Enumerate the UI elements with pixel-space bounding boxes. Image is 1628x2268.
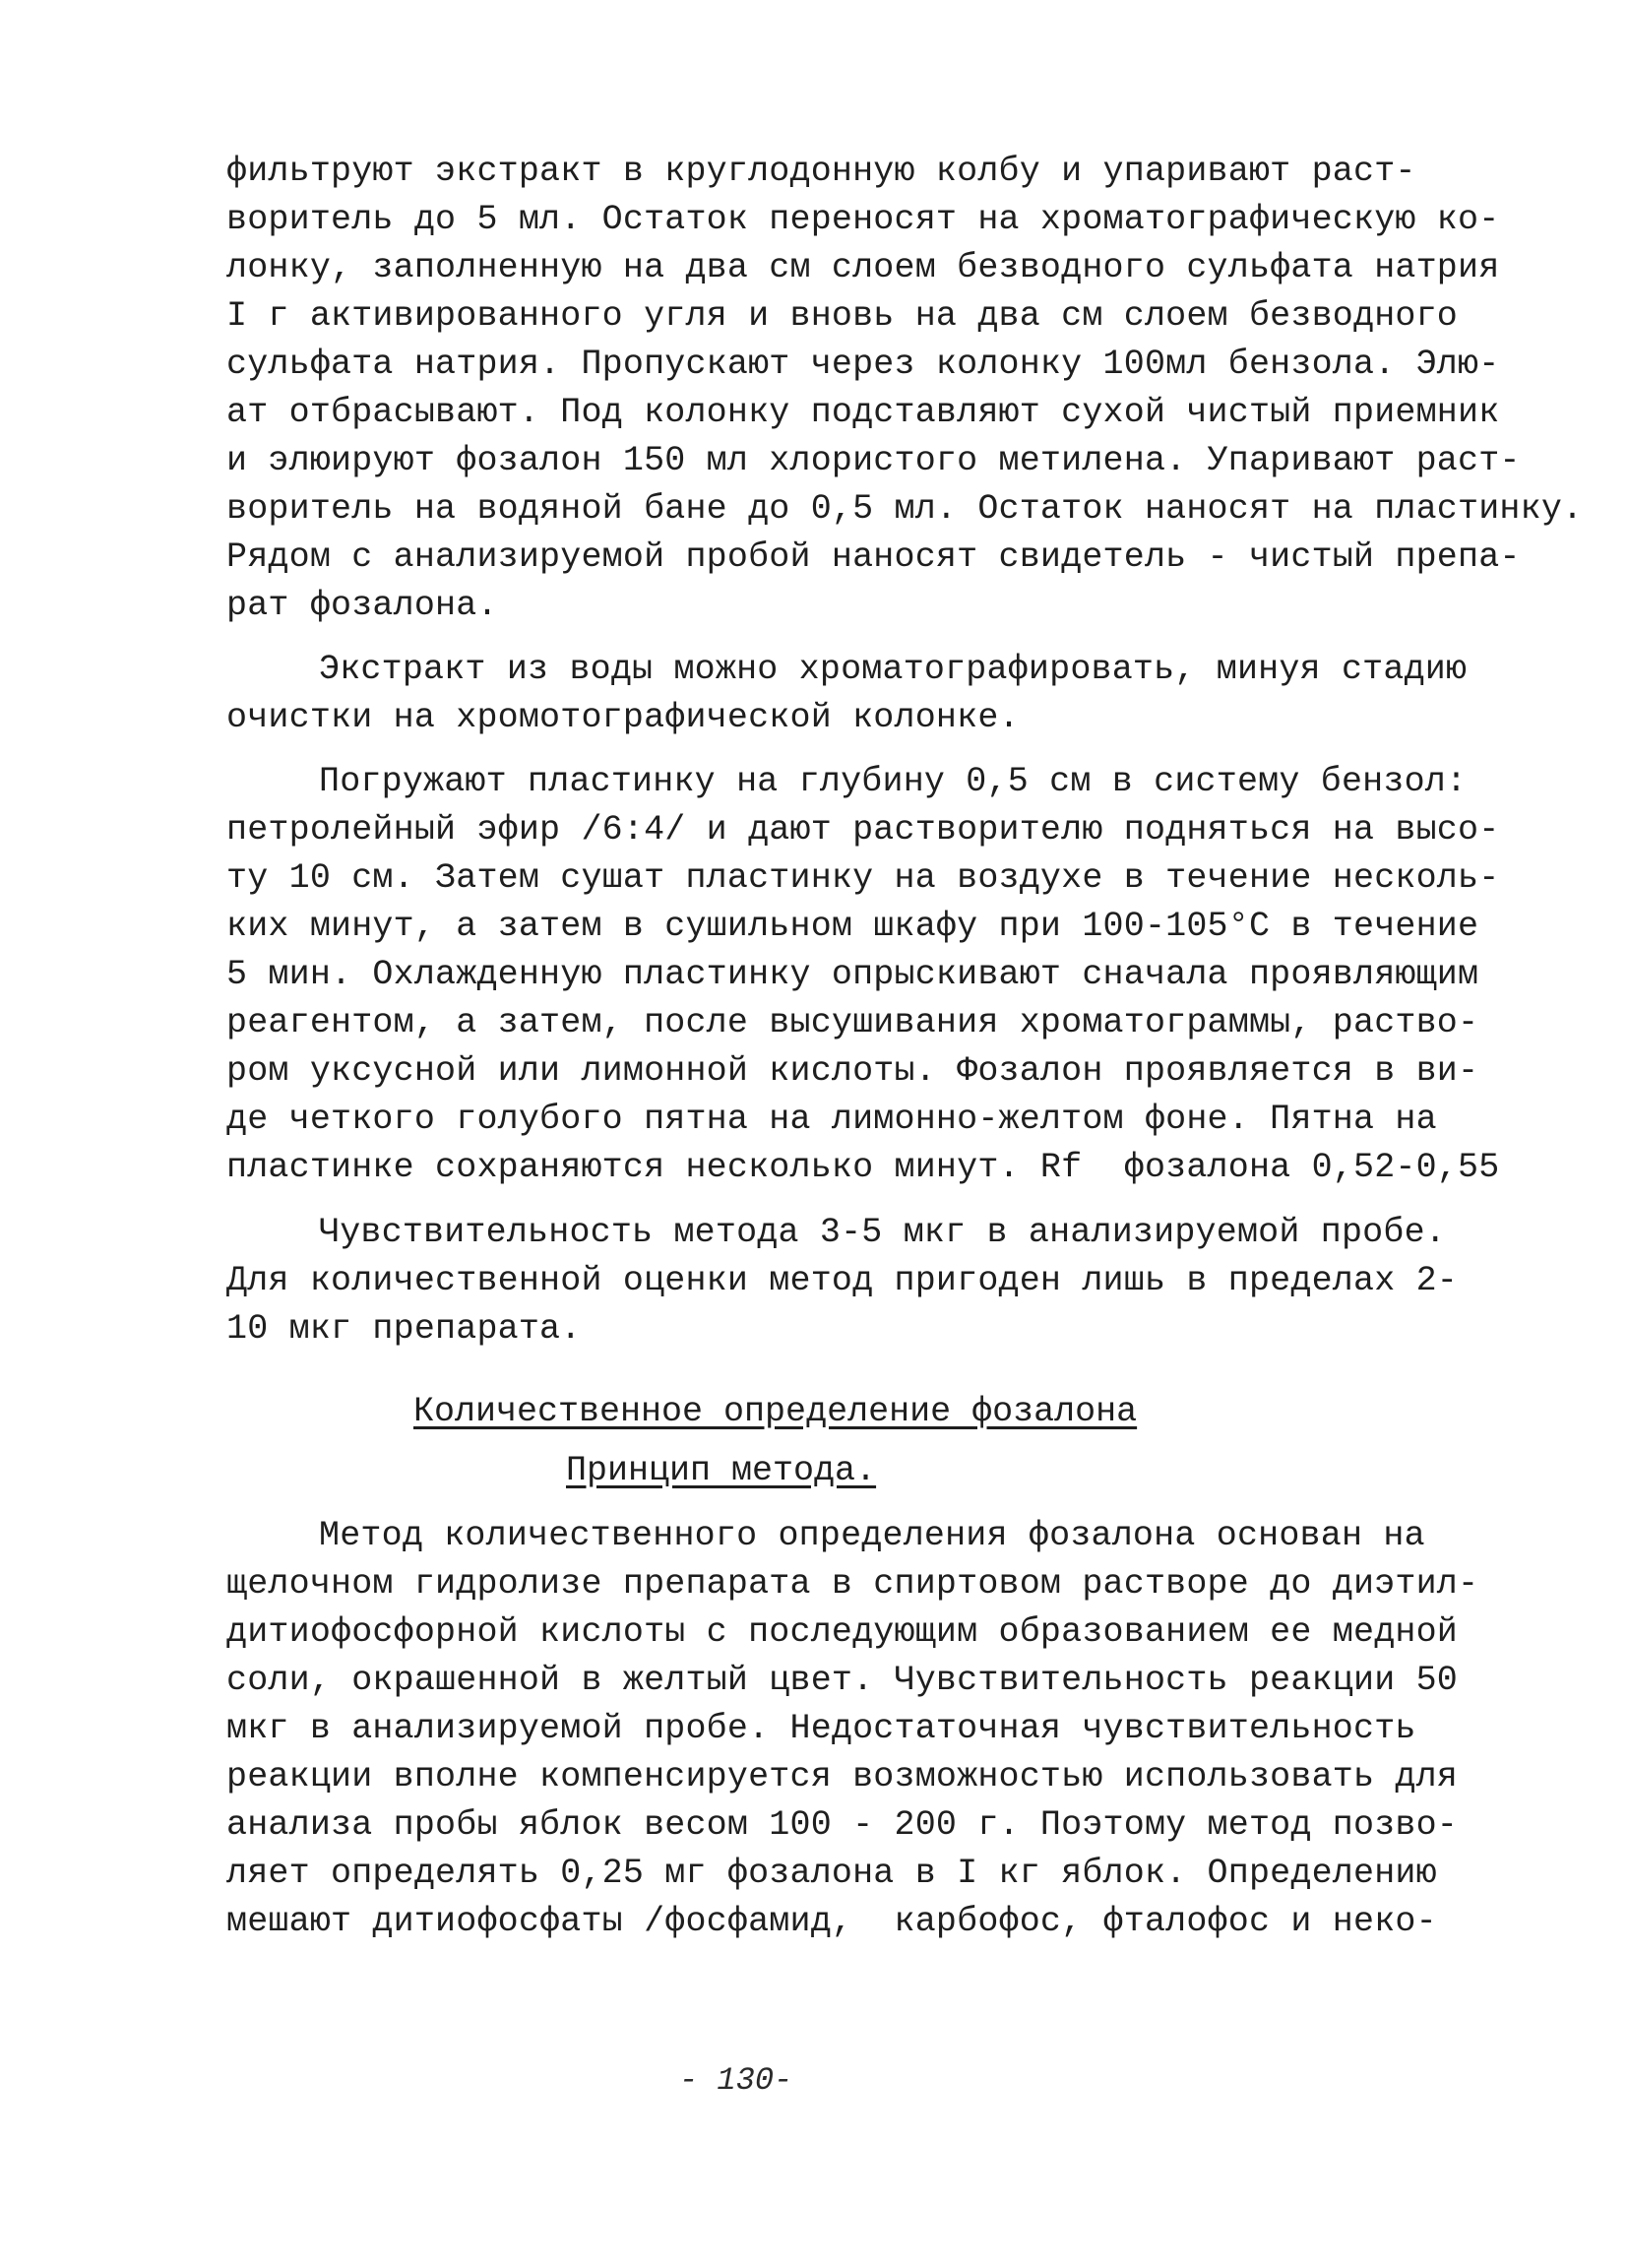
text-line: де четкого голубого пятна на лимонно-желтом фоне. Пятна на (226, 1100, 1437, 1139)
text-line: мкг в анализируемой пробе. Недостаточная чувствительность (226, 1709, 1416, 1748)
text-line: Метод количественного определения фозалона основан на (319, 1516, 1425, 1555)
paragraph-method-principle (226, 1512, 1506, 1946)
text-line: воритель до 5 мл. Остаток переносят на хроматографическую ко- (226, 200, 1500, 239)
text-line: ат отбрасывают. Под колонку подставляют сухой чистый приемник (226, 393, 1500, 432)
paragraph-chromatography (226, 758, 1506, 1192)
text-line: реагентом, а затем, после высушивания хроматограммы, раство- (226, 1003, 1479, 1042)
text-line: 5 мин. Охлажденную пластинку опрыскивают сначала проявляющим (226, 955, 1479, 994)
text-line: мешают дитиофосфаты /фосфамид, карбофос, фталофос и неко- (226, 1902, 1437, 1941)
text-line: лонку, заполненную на два см слоем безводного сульфата натрия (226, 248, 1500, 287)
text-line: воритель на водяной бане до 0,5 мл. Остаток наносят на пластинку. (226, 489, 1584, 529)
text-line: соли, окрашенной в желтый цвет. Чувствительность реакции 50 (226, 1661, 1459, 1700)
text-line: реакции вполне компенсируется возможностью использовать для (226, 1757, 1459, 1796)
paragraph-water-extract (226, 646, 1506, 742)
text-line: анализа пробы яблок весом 100 - 200 г. Поэтому метод позво- (226, 1805, 1459, 1845)
subsection-title: Принцип метода. (566, 1451, 877, 1490)
text-line: щелочном гидролизе препарата в спиртовом растворе до диэтил- (226, 1564, 1479, 1604)
page-number: - 130- (679, 2062, 793, 2099)
text-line: Экстракт из воды можно хроматографировать, минуя стадию (319, 650, 1468, 689)
text-line: Для количественной оценки метод пригоден лишь в пределах 2- (226, 1261, 1459, 1300)
text-line: очистки на хромотографической колонке. (226, 698, 1020, 737)
text-line: пластинке сохраняются несколько минут. Rf фозалона 0,52-0,55 (226, 1148, 1500, 1187)
text-line: и элюируют фозалон 150 мл хлористого метилена. Упаривают раст- (226, 441, 1521, 480)
text-line: ту 10 см. Затем сушат пластинку на воздухе в течение несколь- (226, 858, 1500, 898)
text-line: 10 мкг препарата. (226, 1309, 582, 1349)
text-line: ких минут, а затем в сушильном шкафу при 100-105°С в течение (226, 907, 1479, 946)
text-line: ром уксусной или лимонной кислоты. Фозалон проявляется в ви- (226, 1051, 1479, 1091)
text-line: Погружают пластинку на глубину 0,5 см в систему бензол: (319, 762, 1468, 801)
text-line: петролейный эфир /6:4/ и дают растворителю подняться на высо- (226, 810, 1500, 850)
text-line: ляет определять 0,25 мг фозалона в I кг яблок. Определению (226, 1854, 1437, 1893)
text-line: дитиофосфорной кислоты с последующим образованием ее медной (226, 1612, 1459, 1652)
section-title: Количественное определение фозалона (413, 1392, 1138, 1431)
text-line: сульфата натрия. Пропускают через колонку 100мл бензола. Элю- (226, 345, 1500, 384)
paragraph-extraction (226, 148, 1584, 630)
text-line: рат фозалона. (226, 586, 498, 625)
text-line: I г активированного угля и вновь на два см слоем безводного (226, 296, 1459, 336)
text-line: фильтруют экстракт в круглодонную колбу и упаривают раст- (226, 152, 1416, 191)
text-line: Рядом с анализируемой пробой наносят свидетель - чистый препа- (226, 537, 1521, 577)
text-line: Чувствительность метода 3-5 мкг в анализируемой пробе. (319, 1213, 1446, 1252)
paragraph-sensitivity (226, 1209, 1506, 1354)
